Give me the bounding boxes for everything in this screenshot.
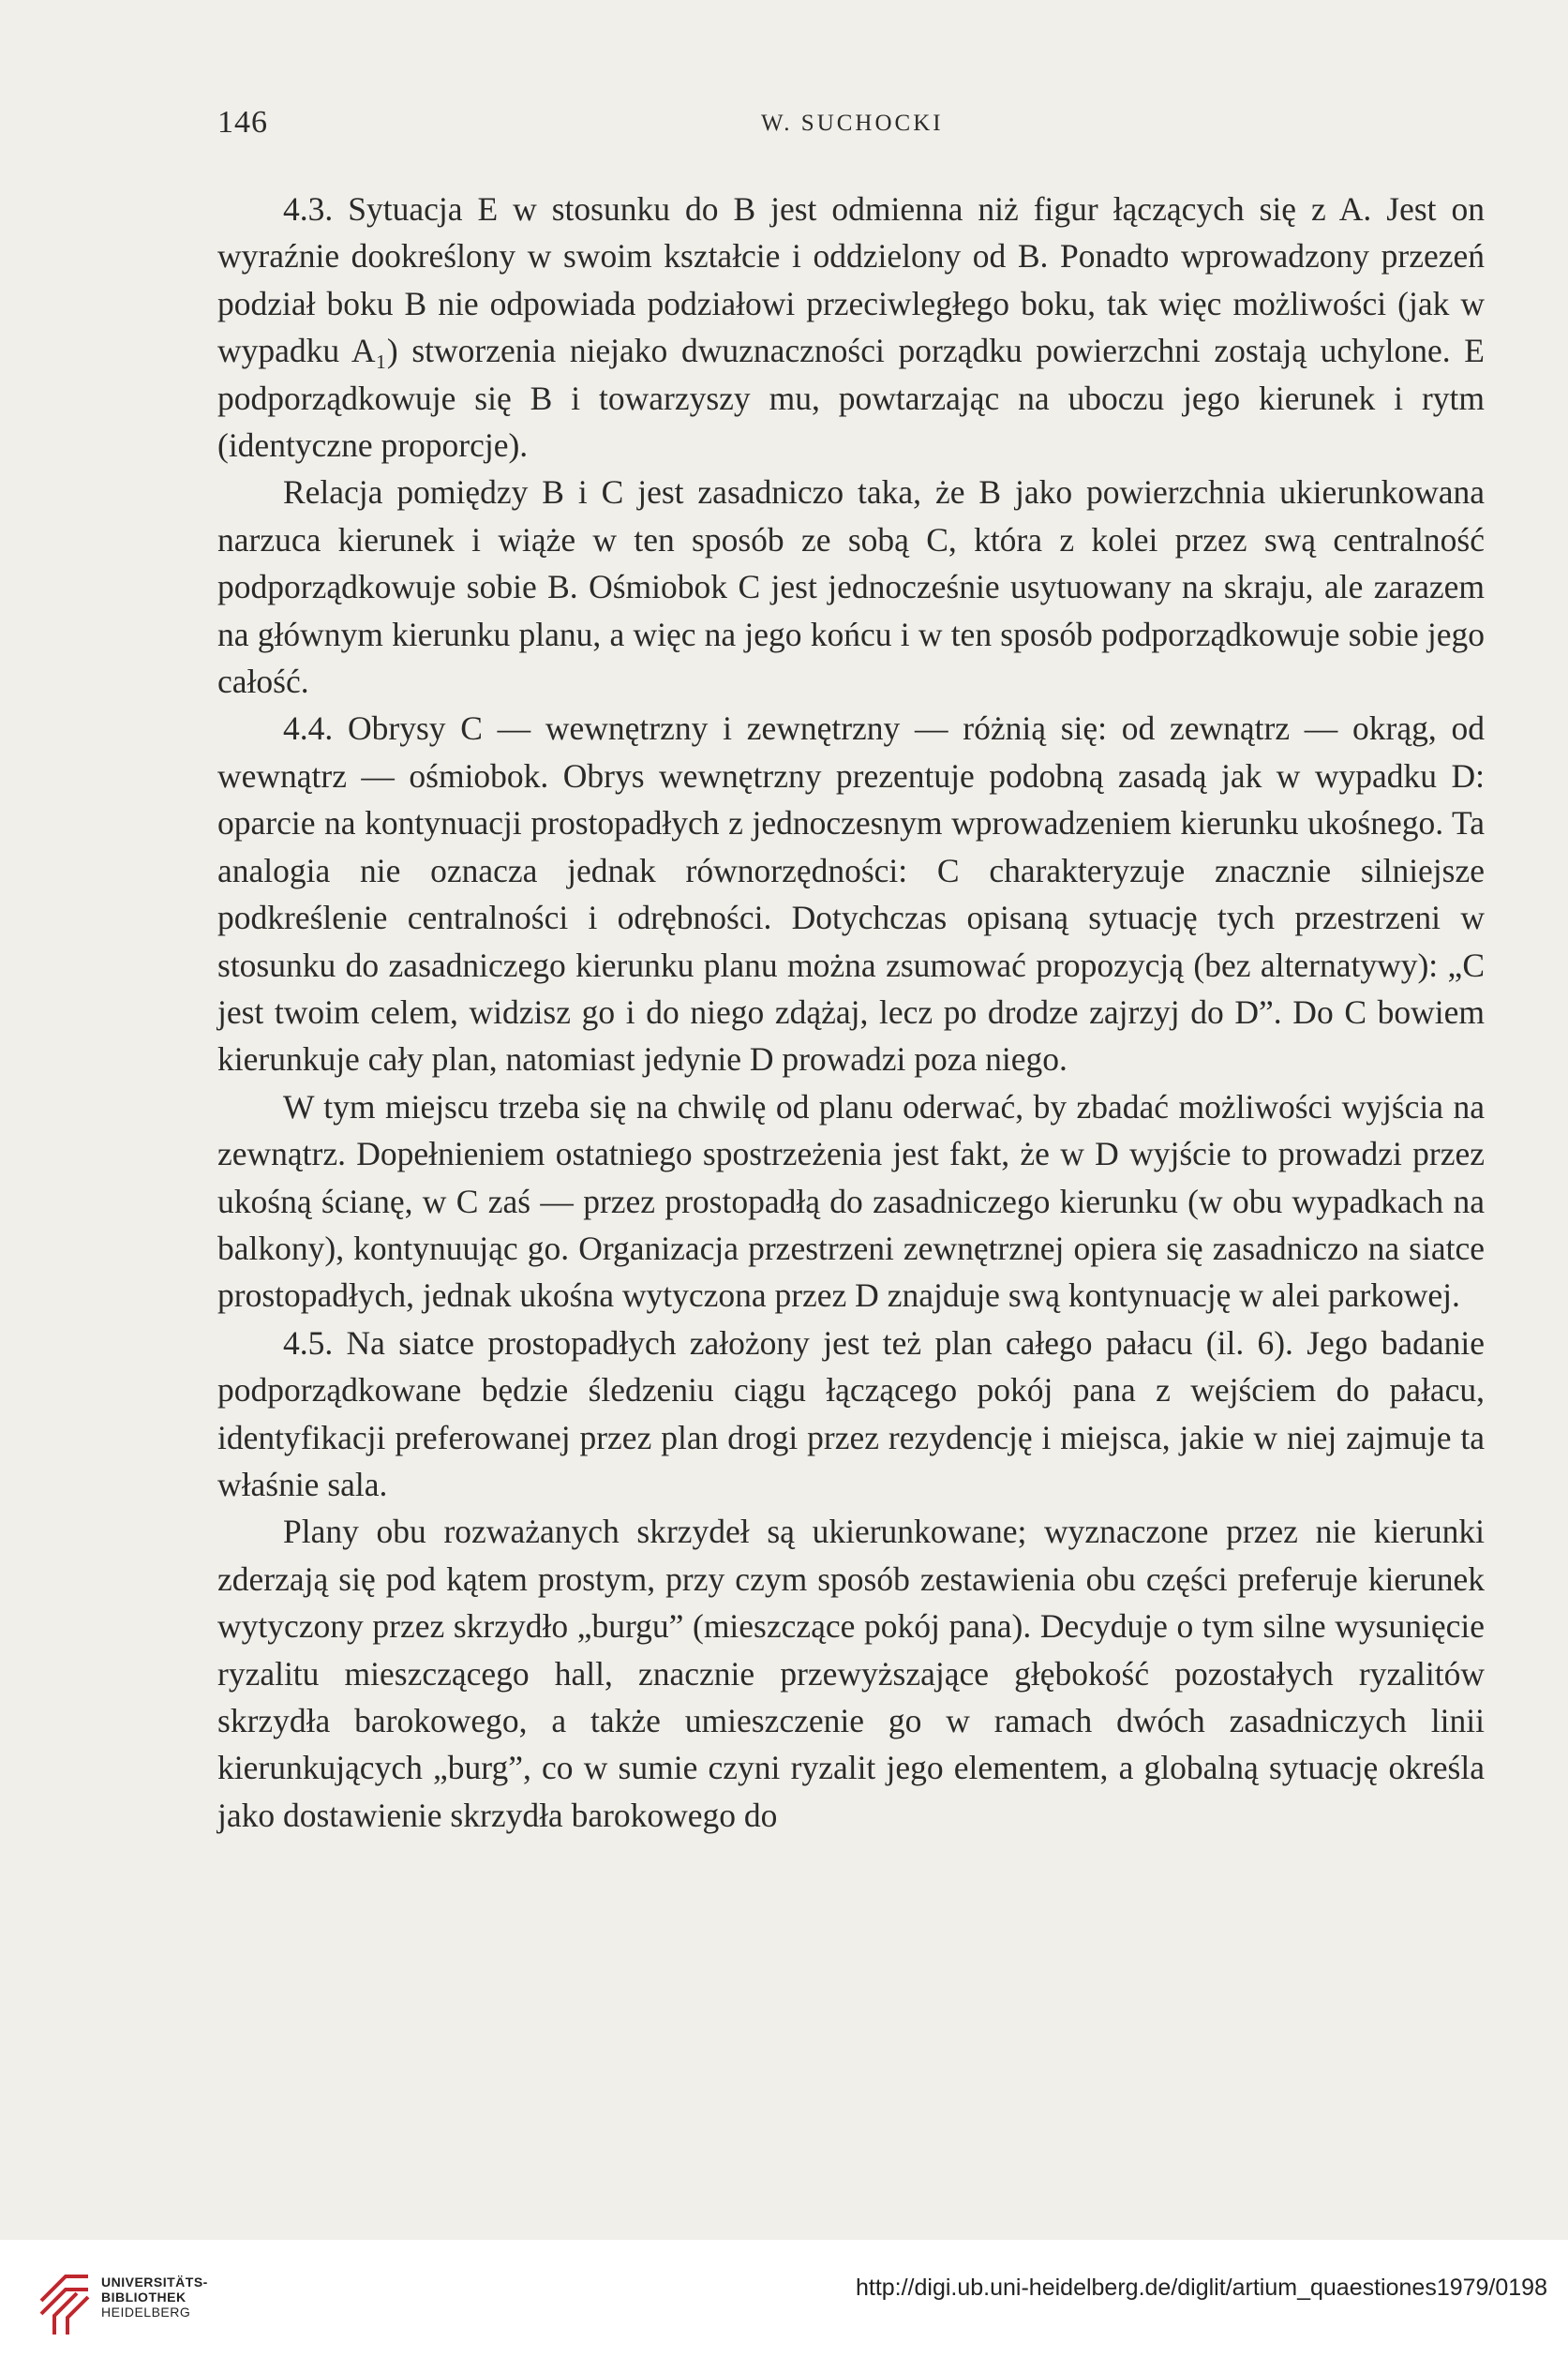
- logo-line-2: BIBLIOTHEK: [101, 2290, 187, 2305]
- paragraph-plany: Plany obu rozważanych skrzydeł są ukierunkowane; wyznaczone przez nie kierunki zderzają się pod kątem prostym, przy czym sposób zestawienia obu części preferuje kierunek wytyczony przez skrzydło „burgu” (mieszczące pokój pana). Decyduje o tym silne wysunięcie ryzalitu mieszczącego hall, znacznie przewyższające głębokość pozostałych ryzalitów skrzydła barokowego, a także umieszczenie go w ramach dwóch zasadniczych linii kierunkujących „burg”, co w sumie czyni ryzalit jego elementem, a globalną sytuację określa jako dostawienie skrzydła barokowego do: [217, 1513, 1485, 1834]
- paragraph-relacja: Relacja pomiędzy B i C jest zasadniczo taka, że B jako powierzchnia ukierunkowana narzuca kierunek i wiąże w ten sposób ze sobą C, która z kolei przez swą centralność podporządkowuje sobie B. Ośmiobok C jest jednocześnie usytuowany na skraju, ale zarazem na głównym kierunku planu, a więc na jego końcu i w ten sposób podporządkowuje sobie jego całość.: [217, 473, 1485, 701]
- source-url-link[interactable]: http://digi.ub.uni-heidelberg.de/diglit/artium_quaestiones1979/0198: [855, 2275, 1547, 2301]
- logo-line-1: UNIVERSITÄTS-: [101, 2275, 208, 2290]
- page-header: [217, 105, 1481, 152]
- paragraph-4-5: 4.5. Na siatce prostopadłych założony jest też plan całego pałacu (il. 6). Jego badanie podporządkowane będzie śledzeniu ciągu łączącego pokój pana z wejściem do pałacu, identyfikacji preferowanej przez plan drogi przez rezydencję i miejsca, jakie w niej zajmuje ta właśnie sala.: [217, 1323, 1485, 1503]
- library-logo-text: [101, 2275, 208, 2320]
- paragraph-4-4: 4.4. Obrysy C — wewnętrzny i zewnętrzny — różnią się: od zewnątrz — okrąg, od wewnątrz — ośmiobok. Obrys wewnętrzny prezentuje podobną zasadą jak w wypadku D: oparcie na kontynuacji prostopadłych z jednoczesnym wprowadzeniem kierunku ukośnego. Ta analogia nie oznacza jednak równorzędności: C charakteryzuje znacznie silniejsze podkreślenie centralności i odrębności. Dotychczas opisaną sytuację tych przestrzeni w stosunku do zasadniczego kierunku planu można zsumować propozycją (bez alternatywy): „C jest twoim celem, widzisz go i do niego zdążaj, lecz po drodze zajrzyj do D”. Do C bowiem kierunkuje cały plan, natomiast jedynie D prowadzi poza niego.: [217, 709, 1485, 1079]
- paragraph-wyjscie: W tym miejscu trzeba się na chwilę od planu oderwać, by zbadać możliwości wyjścia na zewnątrz. Dopełnieniem ostatniego spostrzeżenia jest fakt, że w D wyjście to prowadzi przez ukośną ścianę, w C zaś — przez prostopadłą do zasadniczego kierunku (w obu wypadkach na balkony), kontynuując go. Organizacja przestrzeni zewnętrznej opiera się zasadniczo na siatce prostopadłych, jednak ukośna wytyczona przez D znajduje swą kontynuację w alei parkowej.: [217, 1087, 1485, 1315]
- running-head: W. SUCHOCKI: [761, 111, 944, 136]
- paragraph-4-3: 4.3. Sytuacja E w stosunku do B jest odmienna niż figur łączących się z A. Jest on wyraźnie dookreślony w swoim kształcie i oddzielony od B. Ponadto wprowadzony przezeń podział boku B nie odpowiada podziałowi przeciwległego boku, tak więc możliwości (jak w wypadku A₁) stworzenia niejako dwuznaczności porządku powierzchni zostają uchylone. E podporządkowuje się B i towarzyszy mu, powtarzając na uboczu jego kierunek i rytm (identyczne proporcje).: [217, 190, 1485, 465]
- logo-line-3: HEIDELBERG: [101, 2305, 191, 2320]
- library-logo-icon: [37, 2263, 92, 2336]
- page-number: 146: [217, 105, 268, 140]
- body-text: [217, 186, 1485, 1839]
- footer-bar: [0, 2240, 1568, 2357]
- library-logo[interactable]: [37, 2263, 281, 2338]
